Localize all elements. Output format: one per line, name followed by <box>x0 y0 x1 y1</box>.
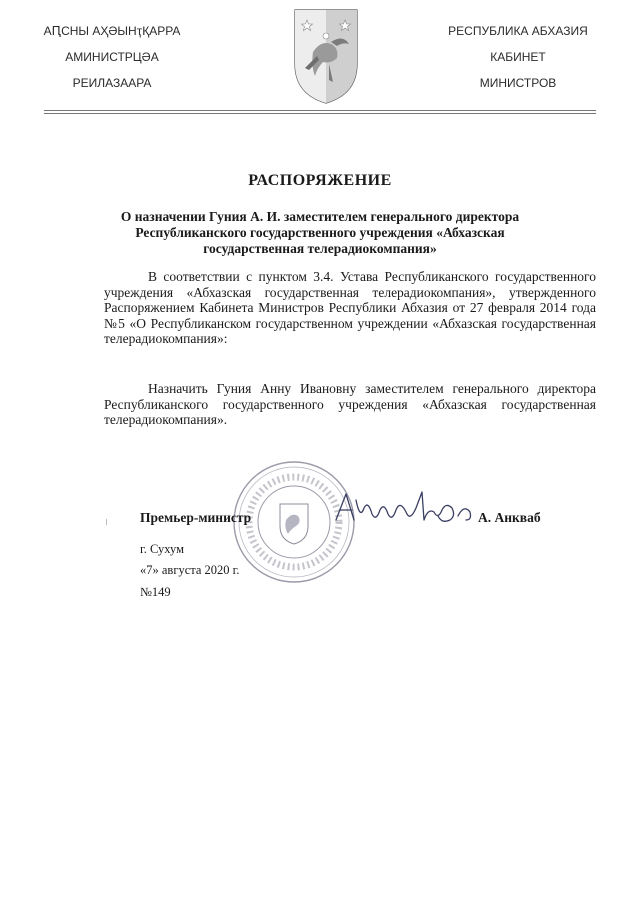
document-number: №149 <box>140 585 171 599</box>
header-divider-bottom <box>44 113 596 114</box>
header-left-block <box>12 24 212 102</box>
signatory-title: Премьер-министр <box>140 510 252 525</box>
header-divider-top <box>44 110 596 111</box>
header-right-block <box>418 24 618 102</box>
header-right-line-3: МИНИСТРОВ <box>479 76 557 90</box>
document-subject: О назначении Гуния А. И. заместителем генерального директора Республиканского государственного учреждения «Абхазская государственная телерадиокомпания» <box>120 209 520 256</box>
issue-date: «7» августа 2020 г. <box>140 563 240 577</box>
header-left-line-2: АМИНИСТРЦӘА <box>65 50 159 64</box>
header-right-line-2: КАБИНЕТ <box>490 50 546 64</box>
body-paragraph-2: Назначить Гуния Анну Ивановну заместителем генерального директора Республиканского государственного учреждения «Абхазская государственная телерадиокомпания». <box>104 381 596 427</box>
coat-of-arms-emblem <box>291 6 361 106</box>
handwritten-signature <box>330 486 480 534</box>
header-right-line-1: РЕСПУБЛИКА АБХАЗИЯ <box>448 24 588 38</box>
margin-mark <box>106 519 107 525</box>
document-title: РАСПОРЯЖЕНИЕ <box>248 172 392 189</box>
header-left-line-1: АԤСНЫ АҲӘЫНҭҚАРРА <box>43 24 181 38</box>
signatory-name: А. Анкваб <box>478 510 541 525</box>
issue-city: г. Сухум <box>140 542 185 556</box>
header-left-line-3: РЕИЛАЗААРА <box>72 76 152 90</box>
body-paragraph-1: В соответствии с пунктом 3.4. Устава Республиканского государственного учреждения «Абхазская государственная телерадиокомпания», утвержденного Распоряжением Кабинета Министров Республики Абхазия от 27 февраля 2014 года №5 «О Республиканском государственном учреждении «Абхазская государственная телерадиокомпания»: <box>104 269 596 346</box>
